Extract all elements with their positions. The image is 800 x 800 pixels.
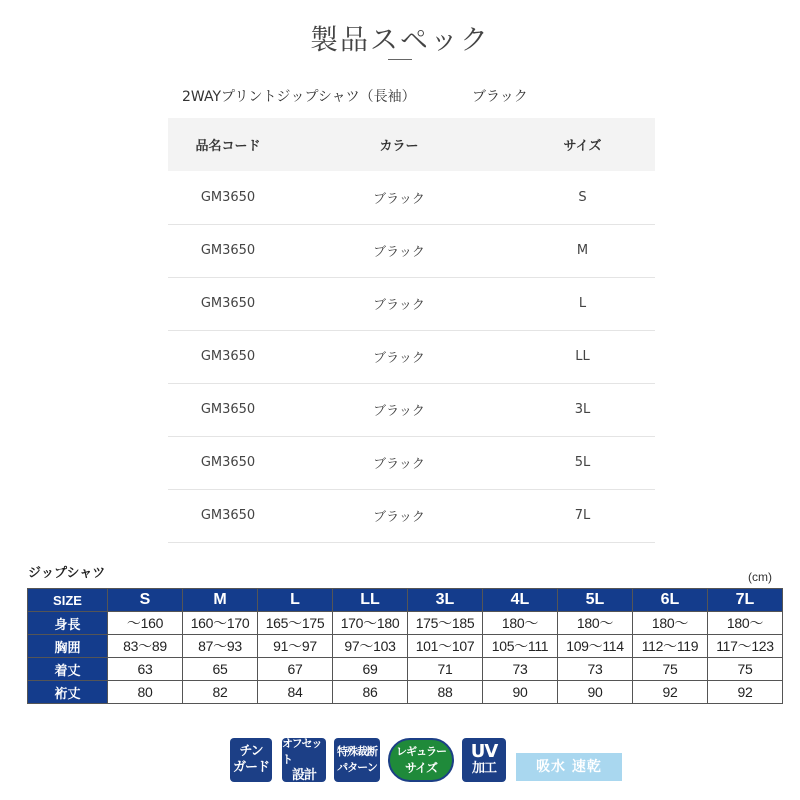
size-header-cell: SIZE: [28, 589, 108, 612]
size-chart-unit: (cm): [748, 570, 772, 584]
spec-header-size: サイズ: [510, 118, 655, 171]
size-cell: 75: [708, 658, 783, 681]
badge-line: 吸水 速乾: [536, 759, 602, 775]
size-cell: 88: [408, 681, 483, 704]
size-cell: 91～97: [258, 635, 333, 658]
table-row: [168, 383, 655, 436]
spec-code-cell: GM3650: [168, 277, 288, 330]
size-cell: 80: [108, 681, 183, 704]
size-cell: 117～123: [708, 635, 783, 658]
size-cell: 86: [333, 681, 408, 704]
badge-line: 特殊裁断: [337, 745, 377, 758]
special-cut-badge: [334, 738, 380, 782]
spec-header-color: カラー: [288, 118, 510, 171]
badge-line: レギュラー: [396, 745, 446, 758]
spec-table: [168, 118, 655, 543]
size-header-cell: S: [108, 589, 183, 612]
size-cell: 73: [483, 658, 558, 681]
badge-line: サイズ: [404, 761, 438, 775]
spec-code-cell: GM3650: [168, 171, 288, 224]
size-header-cell: LL: [333, 589, 408, 612]
size-cell: 92: [708, 681, 783, 704]
size-chart-header-row: [28, 589, 783, 612]
size-cell: 71: [408, 658, 483, 681]
size-header-cell: 6L: [633, 589, 708, 612]
page-title: 製品スペック: [309, 23, 490, 56]
spec-color-cell: ブラック: [288, 436, 510, 489]
size-row-label: 胸囲: [28, 635, 108, 658]
spec-size-cell: M: [510, 224, 655, 277]
spec-code-cell: GM3650: [168, 436, 288, 489]
table-row: [28, 681, 783, 704]
regular-size-badge: [388, 738, 454, 782]
size-cell: 105～111: [483, 635, 558, 658]
product-color: ブラック: [472, 89, 528, 105]
size-cell: 101～107: [408, 635, 483, 658]
size-cell: 180～: [558, 612, 633, 635]
size-cell: 90: [558, 681, 633, 704]
feature-badges: [0, 738, 800, 788]
size-cell: 109～114: [558, 635, 633, 658]
spec-size-cell: 5L: [510, 436, 655, 489]
spec-size-cell: S: [510, 171, 655, 224]
size-cell: 90: [483, 681, 558, 704]
product-line: [182, 86, 528, 106]
table-row: [28, 658, 783, 681]
spec-code-cell: GM3650: [168, 383, 288, 436]
size-row-label: 身長: [28, 612, 108, 635]
table-row: [28, 612, 783, 635]
uv-badge: [462, 738, 506, 782]
size-cell: 69: [333, 658, 408, 681]
spec-color-cell: ブラック: [288, 383, 510, 436]
size-chart-table: [27, 588, 783, 704]
badge-line: オフセット: [282, 737, 322, 766]
size-cell: 180～: [708, 612, 783, 635]
size-cell: 73: [558, 658, 633, 681]
size-cell: 180～: [483, 612, 558, 635]
product-name: 2WAYプリントジップシャツ（長袖）: [182, 89, 416, 105]
size-header-cell: 4L: [483, 589, 558, 612]
size-cell: 170～180: [333, 612, 408, 635]
table-row: [168, 277, 655, 330]
spec-size-cell: 3L: [510, 383, 655, 436]
size-cell: 83～89: [108, 635, 183, 658]
chin-guard-badge: [230, 738, 272, 782]
size-header-cell: M: [183, 589, 258, 612]
badge-line: ガード: [232, 760, 269, 775]
spec-table-header-row: [168, 118, 655, 171]
spec-color-cell: ブラック: [288, 277, 510, 330]
spec-color-cell: ブラック: [288, 224, 510, 277]
spec-color-cell: ブラック: [288, 489, 510, 542]
badge-line: 加工: [471, 761, 496, 776]
size-header-cell: 5L: [558, 589, 633, 612]
size-cell: 63: [108, 658, 183, 681]
spec-color-cell: ブラック: [288, 171, 510, 224]
size-row-label: 裄丈: [28, 681, 108, 704]
quick-dry-badge: [516, 753, 622, 781]
spec-color-cell: ブラック: [288, 330, 510, 383]
table-row: [168, 171, 655, 224]
spec-header-code: 品名コード: [168, 118, 288, 171]
size-cell: 160～170: [183, 612, 258, 635]
size-cell: 175～185: [408, 612, 483, 635]
size-header-cell: L: [258, 589, 333, 612]
size-header-cell: 7L: [708, 589, 783, 612]
badge-line: 設計: [291, 768, 316, 783]
size-cell: 87～93: [183, 635, 258, 658]
size-cell: 180～: [633, 612, 708, 635]
spec-size-cell: LL: [510, 330, 655, 383]
size-chart-label: ジップシャツ: [28, 566, 106, 581]
size-cell: 75: [633, 658, 708, 681]
badge-line: チン: [239, 744, 263, 759]
spec-code-cell: GM3650: [168, 224, 288, 277]
size-header-cell: 3L: [408, 589, 483, 612]
size-cell: 165～175: [258, 612, 333, 635]
table-row: [168, 436, 655, 489]
size-cell: 82: [183, 681, 258, 704]
spec-code-cell: GM3650: [168, 330, 288, 383]
table-row: [168, 224, 655, 277]
table-row: [168, 330, 655, 383]
table-row: [28, 635, 783, 658]
size-cell: 92: [633, 681, 708, 704]
size-cell: 65: [183, 658, 258, 681]
size-cell: 112～119: [633, 635, 708, 658]
badge-line: UV: [470, 741, 498, 762]
table-row: [168, 489, 655, 542]
spec-size-cell: L: [510, 277, 655, 330]
size-cell: 84: [258, 681, 333, 704]
size-cell: 67: [258, 658, 333, 681]
offset-design-badge: [282, 738, 326, 782]
badge-line: パターン: [337, 761, 377, 774]
size-cell: ～160: [108, 612, 183, 635]
spec-size-cell: 7L: [510, 489, 655, 542]
spec-code-cell: GM3650: [168, 489, 288, 542]
size-cell: 97～103: [333, 635, 408, 658]
title-divider: [388, 59, 412, 60]
size-row-label: 着丈: [28, 658, 108, 681]
